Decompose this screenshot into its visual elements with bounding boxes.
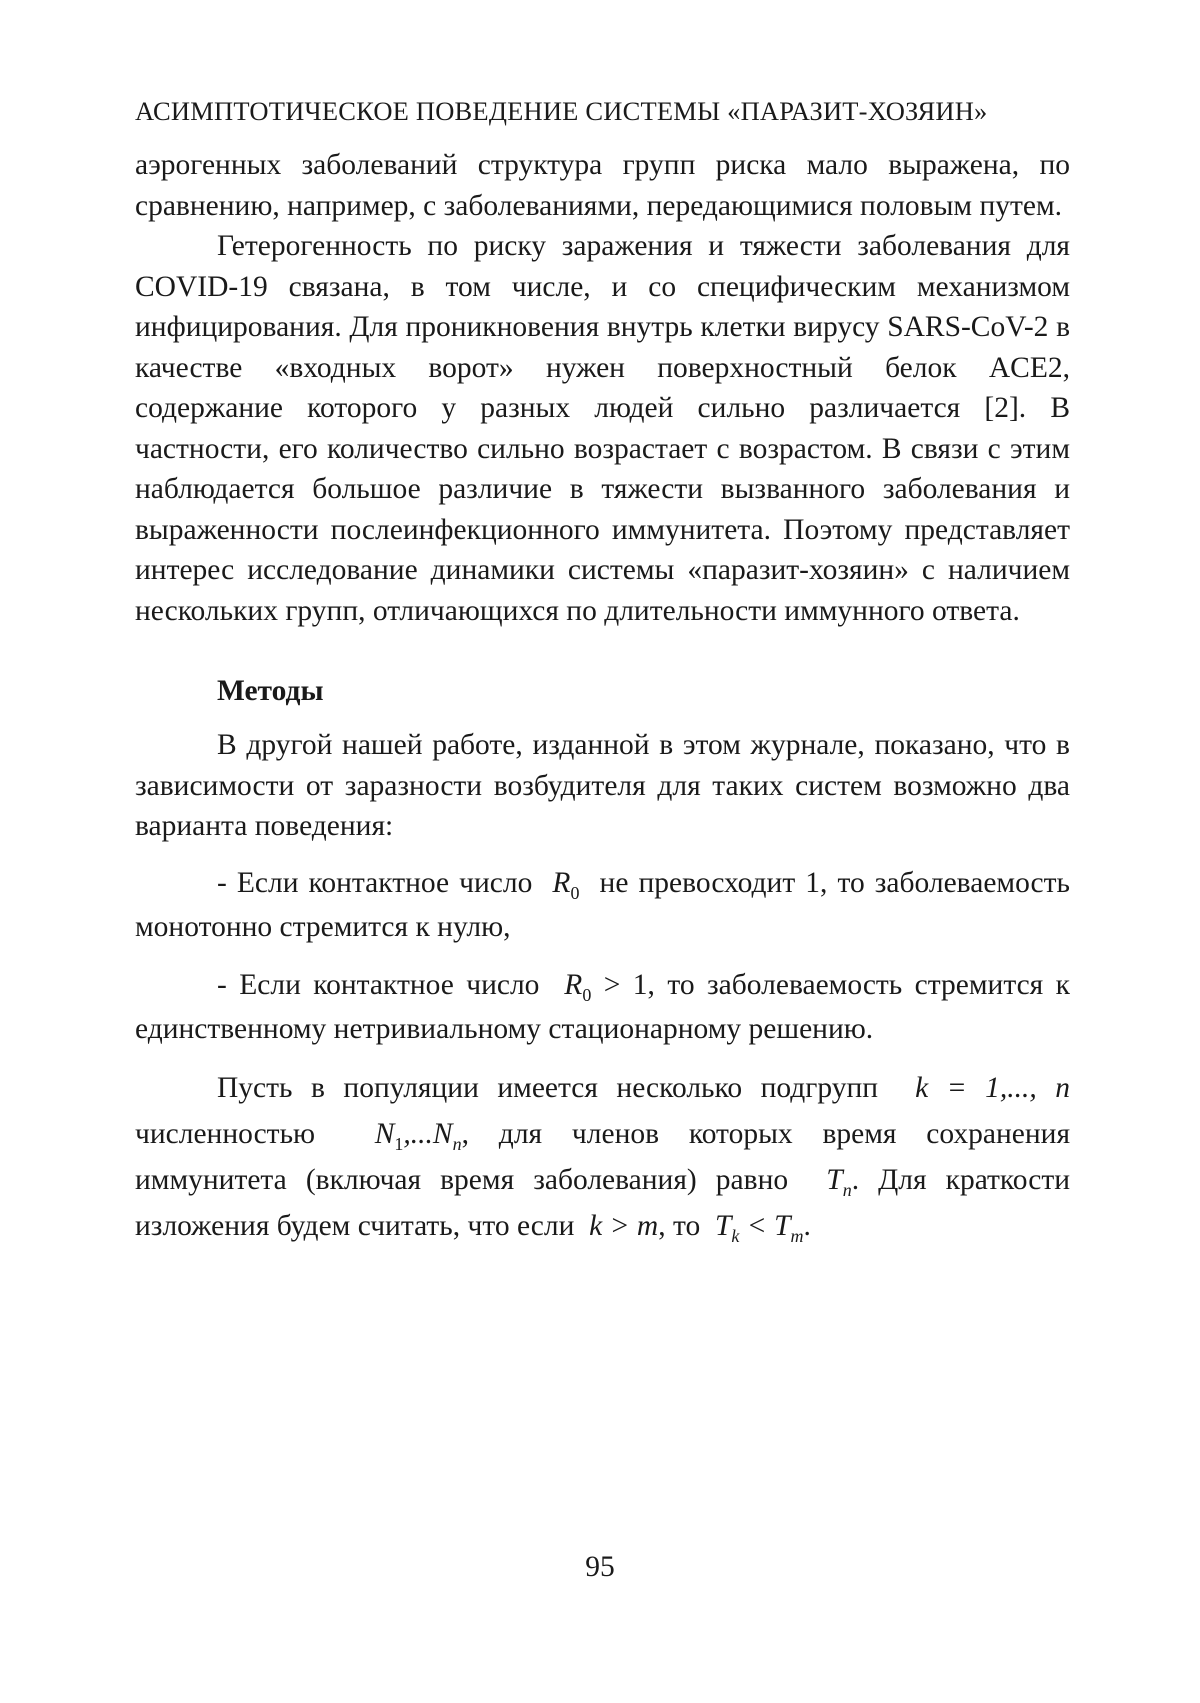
- math-Tn: Tn: [826, 1164, 851, 1196]
- bullet-1-text-before: - Если контактное число: [217, 867, 532, 899]
- math-k-range: k = 1,..., n: [915, 1072, 1070, 1104]
- section-heading-methods: Методы: [135, 671, 1070, 711]
- page-number: 95: [0, 1551, 1200, 1584]
- math-R0-greater-1: R0 > 1: [564, 969, 647, 1001]
- bullet-1-text-after: не превосходит 1, то заболе­ваемость монотонно стремится к нулю,: [135, 867, 1070, 943]
- paragraph-2: Гетерогенность по риску заражения и тяжести заболева­ния для COVID-19 связана, в том числе, и со специфическим механизмом инфицирования. Для проникновения внутрь клетки вирусу SARS-CoV-2 в качестве «входных ворот» нужен поверхностный белок ACE2, содержание которого у разных лю­дей сильно различается [2]. В частности, его количество сильно возрастает с возрастом. В связи с этим наблюдается большое различие в тяжести вызванного заболевания и выраженности послеинфекционного иммунитета. Поэтому представляет инте­рес исследование динамики системы «паразит-хозяин» с нали­чием нескольких групп, отличающихся по длительности им­мунного ответа.: [135, 226, 1070, 631]
- bullet-2-text-before: - Если контактное число: [217, 969, 539, 1001]
- math-N-list: N1,...Nn: [375, 1118, 462, 1150]
- math-R0: R0: [552, 867, 579, 899]
- math-Tk-less-Tm: Tk < Tm: [715, 1210, 804, 1242]
- bullet-item-1: [135, 861, 1070, 949]
- bullet-2-text-after: , то заболеваемость стре­мится к единственному нетривиальному стационарному реше­нию.: [135, 969, 1070, 1045]
- paragraph-3: В другой нашей работе, изданной в этом журнале, пока­зано, что в зависимости от заразности возбудителя для таких систем возможно два варианта поведения:: [135, 725, 1070, 847]
- running-header: АСИМПТОТИЧЕСКОЕ ПОВЕДЕНИЕ СИСТЕМЫ «ПАРАЗИТ-ХОЗЯИН»: [135, 96, 1070, 127]
- math-k-greater-m: k > m: [589, 1210, 658, 1242]
- paragraph-1: аэрогенных заболеваний структура групп риска мало выражена, по сравнению, например, с заболеваниями, передающимися по­ловым путем.: [135, 145, 1070, 226]
- bullet-item-2: [135, 963, 1070, 1051]
- paragraph-4: Пусть в популяции имеется несколько подгрупп k = 1,..., n численностью N1,...Nn, для членов которых время сохранения иммунитета (включая время заболевания) равно Tn. Для крат­кости изложения будем считать, что если k > m, то Tk < Tm.: [135, 1065, 1070, 1249]
- page: [135, 96, 1070, 1249]
